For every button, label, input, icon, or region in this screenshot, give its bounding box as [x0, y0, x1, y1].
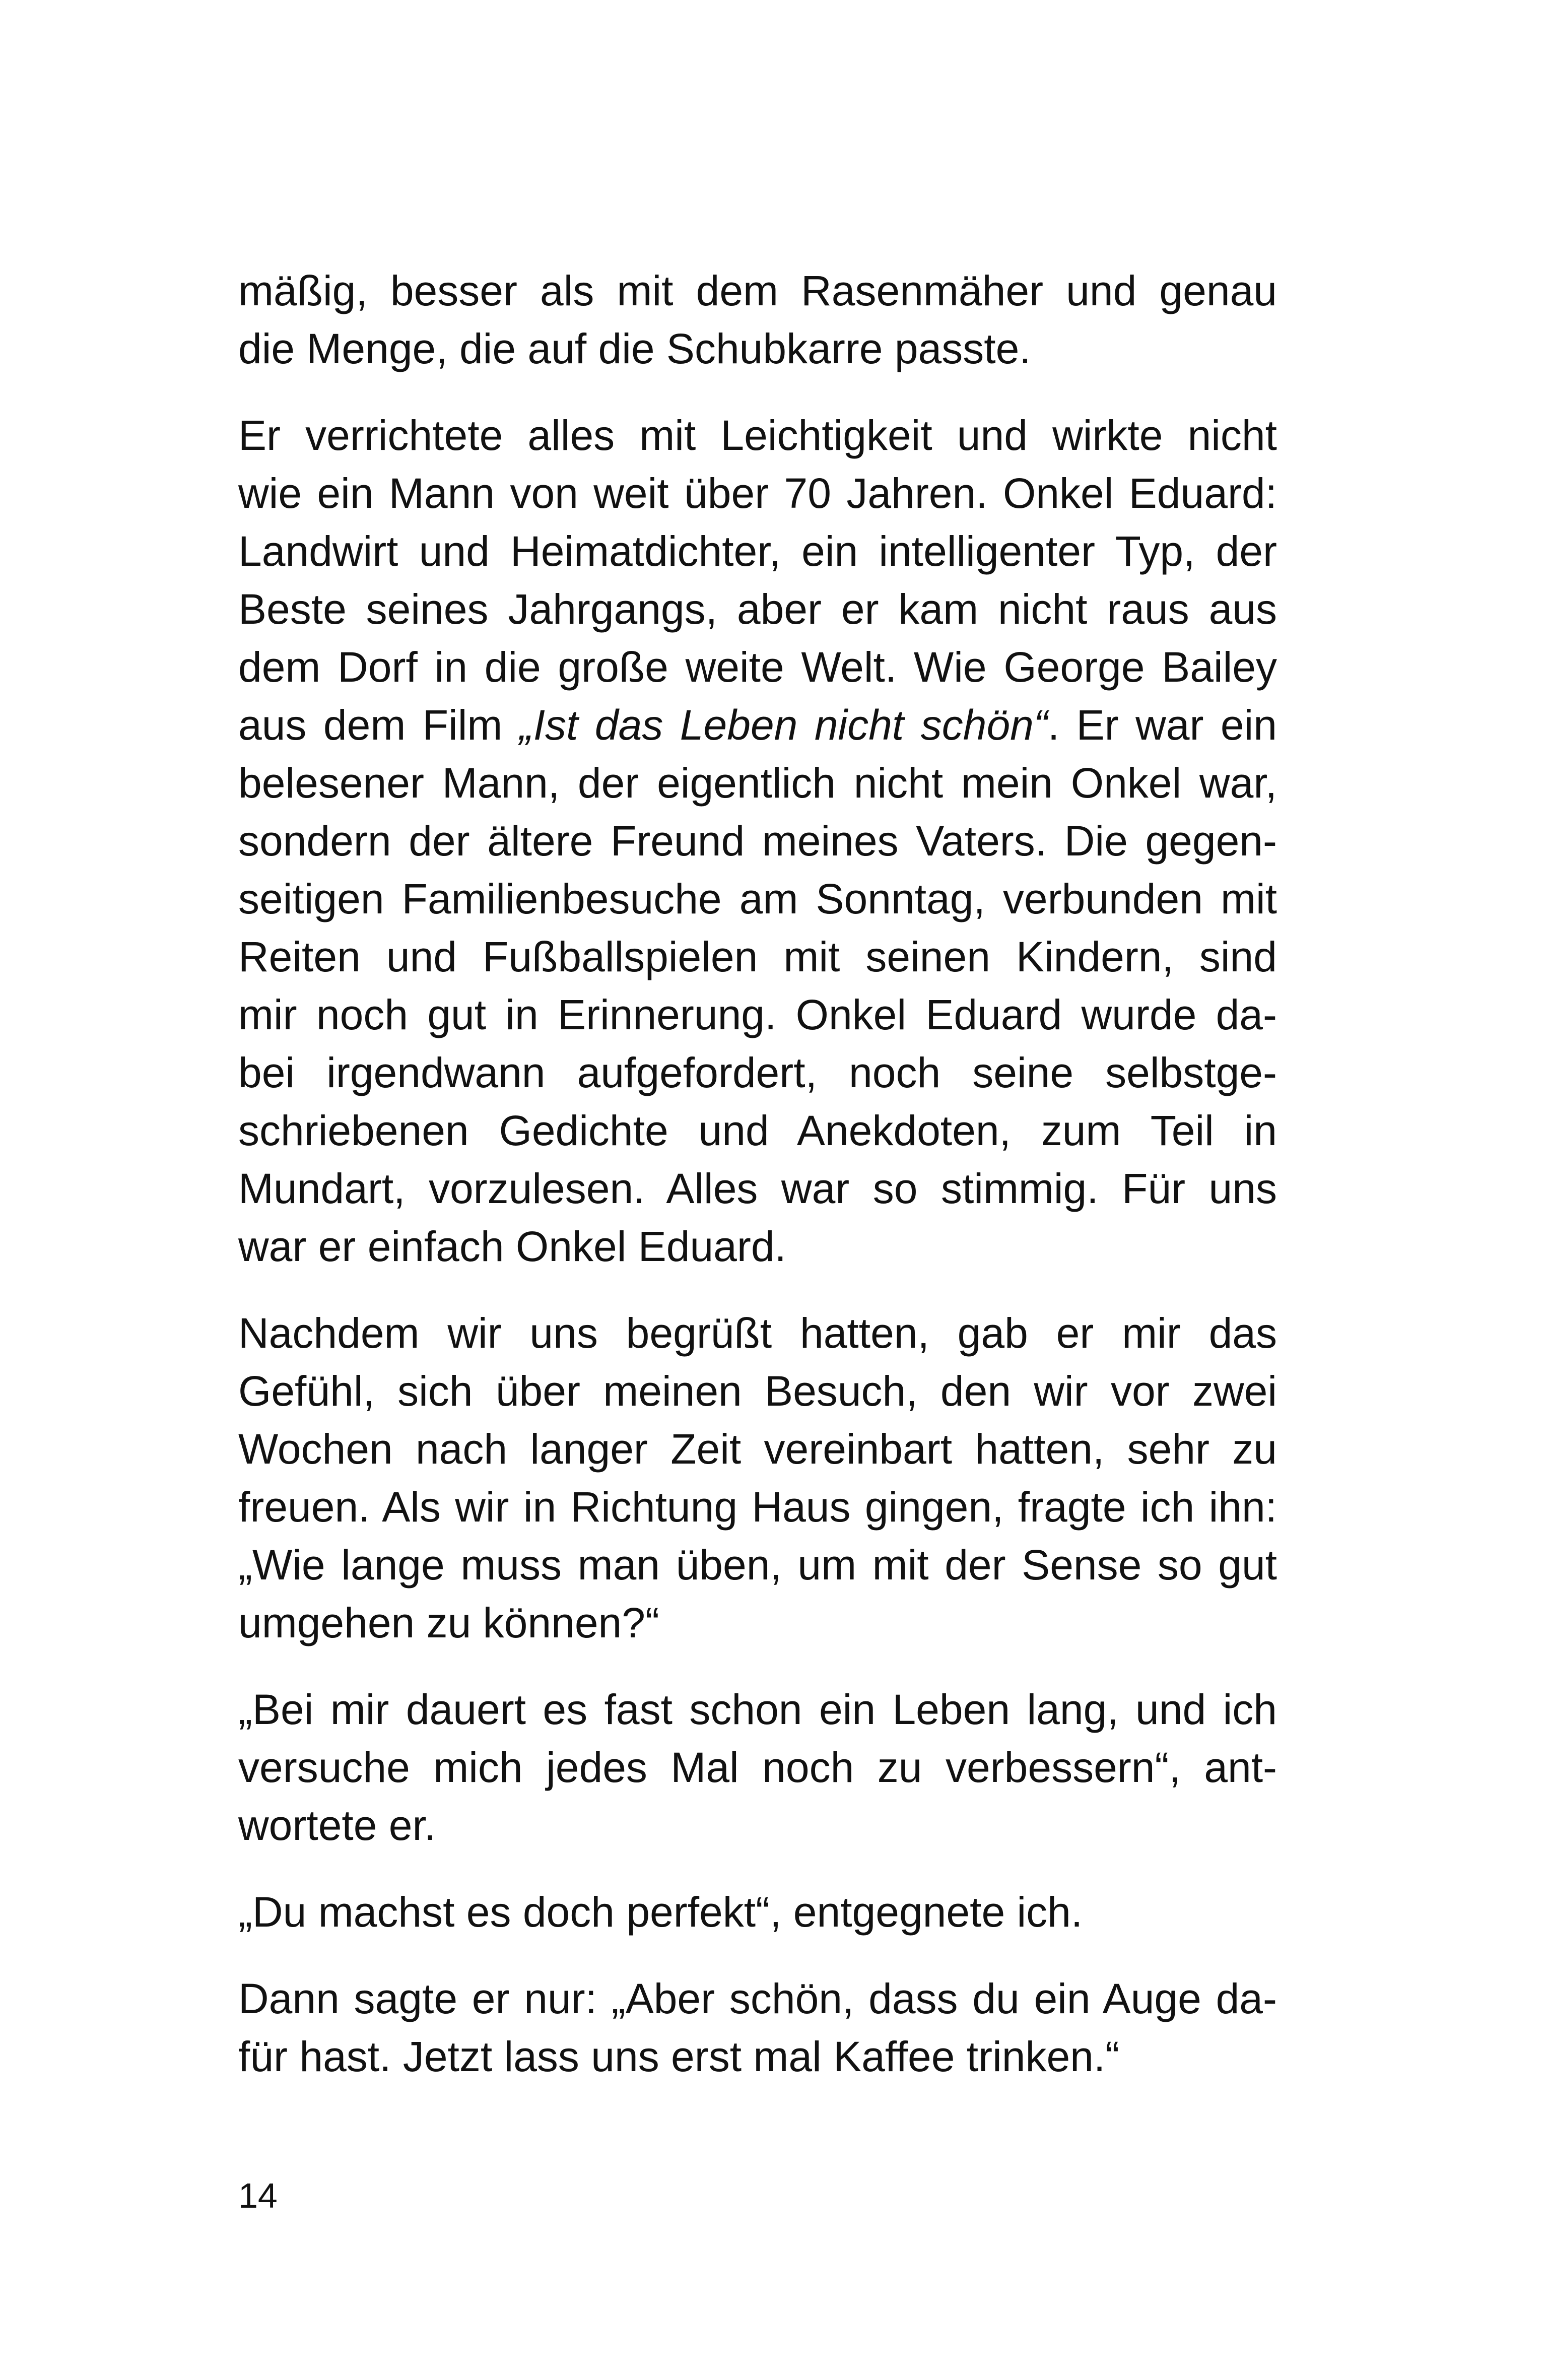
text-line: sondern der ältere Freund meines Vaters. Die gegen- [238, 817, 1277, 865]
text-line: war er einfach Onkel Eduard. [238, 1223, 786, 1270]
text-line: versuche mich jedes Mal noch zu verbessern“, ant- [238, 1744, 1277, 1791]
text-line-with-film-title [238, 696, 1277, 754]
text-line: mir noch gut in Erinnerung. Onkel Eduard wurde da- [238, 991, 1277, 1038]
text-line: mäßig, besser als mit dem Rasenmäher und genau [238, 267, 1277, 314]
text-line: die Menge, die auf die Schubkarre passte. [238, 325, 1031, 372]
film-title: „Ist das Leben nicht schön“ [519, 701, 1048, 749]
text-line: Mundart, vorzulesen. Alles war so stimmig. Für uns [238, 1165, 1277, 1212]
paragraph-2 [238, 407, 1277, 1276]
text-line: Wochen nach langer Zeit vereinbart hatten, sehr zu [238, 1425, 1277, 1473]
film-line-after: . Er war ein [1047, 701, 1277, 749]
text-line: „Du machst es doch perfekt“, entgegnete ich. [238, 1888, 1083, 1936]
text-line: „Wie lange muss man üben, um mit der Sense so gut [238, 1541, 1277, 1589]
text-line: wie ein Mann von weit über 70 Jahren. Onkel Eduard: [238, 470, 1277, 517]
text-line: „Bei mir dauert es fast schon ein Leben lang, und ich [238, 1686, 1277, 1733]
text-line: Beste seines Jahrgangs, aber er kam nicht raus aus [238, 585, 1277, 633]
text-line: Landwirt und Heimatdichter, ein intelligenter Typ, der [238, 527, 1277, 575]
text-line: belesener Mann, der eigentlich nicht mein Onkel war, [238, 759, 1277, 807]
text-line: seitigen Familienbesuche am Sonntag, verbunden mit [238, 875, 1277, 922]
text-line: Nachdem wir uns begrüßt hatten, gab er mir das [238, 1309, 1277, 1357]
text-line: schriebenen Gedichte und Anekdoten, zum Teil in [238, 1107, 1277, 1154]
body-text [238, 262, 1277, 2114]
paragraph-3 [238, 1304, 1277, 1652]
text-line: dem Dorf in die große weite Welt. Wie George Bailey [238, 643, 1277, 691]
paragraph-5 [238, 1883, 1277, 1941]
paragraph-4 [238, 1681, 1277, 1855]
text-line: bei irgendwann aufgefordert, noch seine selbstge- [238, 1049, 1277, 1096]
text-line: Dann sagte er nur: „Aber schön, dass du ein Auge da- [238, 1975, 1277, 2022]
text-line: freuen. Als wir in Richtung Haus gingen, fragte ich ihn: [238, 1483, 1277, 1531]
text-line: umgehen zu können?“ [238, 1599, 659, 1646]
page-number: 14 [238, 2176, 278, 2215]
text-line: wortete er. [238, 1802, 436, 1849]
text-line: Reiten und Fußballspielen mit seinen Kindern, sind [238, 933, 1277, 980]
paragraph-6 [238, 1970, 1277, 2086]
text-line: Er verrichtete alles mit Leichtigkeit und wirkte nicht [238, 412, 1277, 459]
paragraph-1 [238, 262, 1277, 378]
film-line-before: aus dem Film [238, 701, 519, 749]
text-line: Gefühl, sich über meinen Besuch, den wir vor zwei [238, 1367, 1277, 1415]
text-line: für hast. Jetzt lass uns erst mal Kaffee trinken.“ [238, 2033, 1120, 2080]
